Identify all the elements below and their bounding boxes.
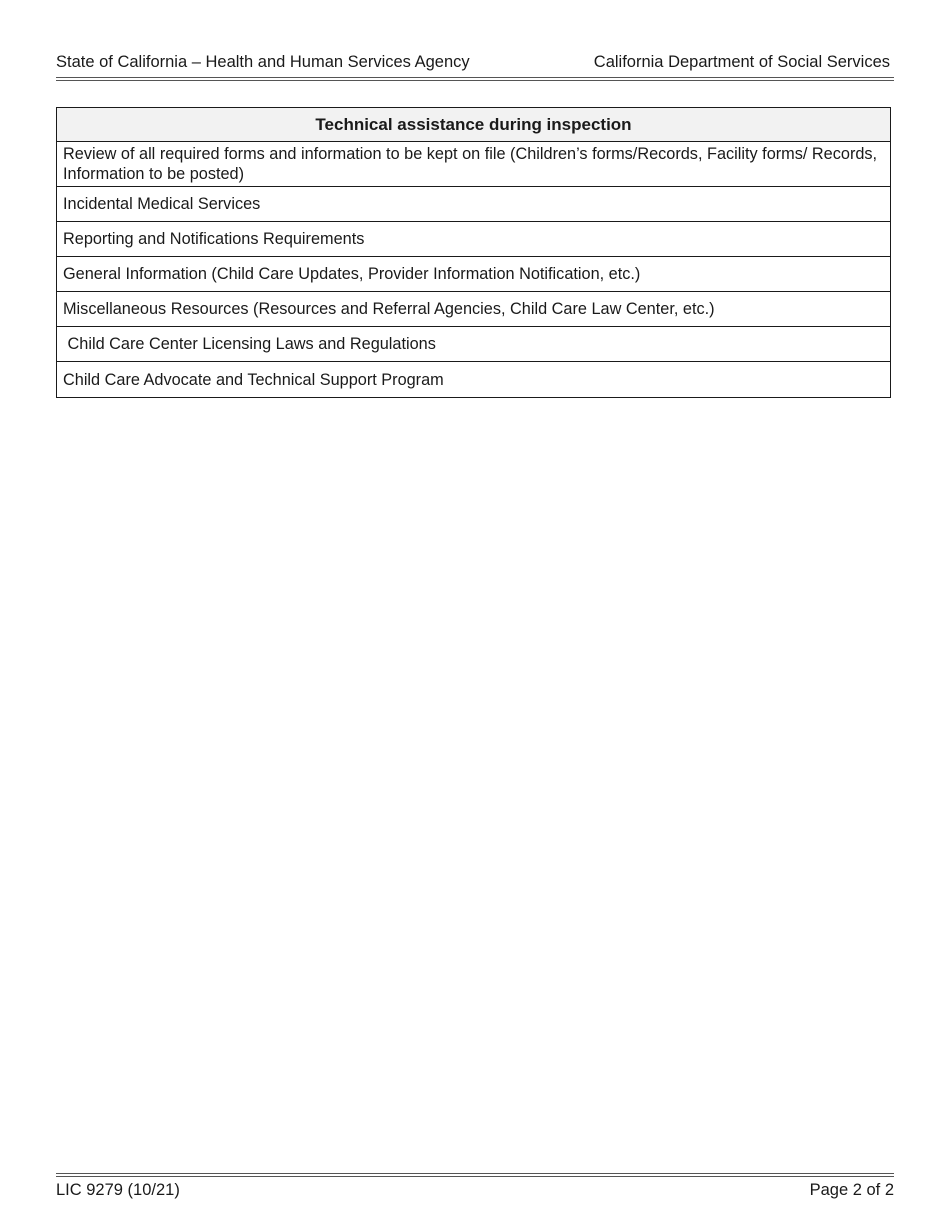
department-name: California Department of Social Services bbox=[593, 53, 890, 71]
table-row bbox=[57, 222, 890, 257]
form-id: LIC 9279 (10/21) bbox=[56, 1181, 180, 1199]
agency-name: State of California – Health and Human Services Agency bbox=[56, 53, 470, 71]
row-text: Incidental Medical Services bbox=[63, 195, 261, 213]
table-row bbox=[57, 292, 890, 327]
page-footer bbox=[56, 1180, 894, 1200]
footer-rule-top bbox=[56, 1173, 894, 1174]
table-row bbox=[57, 187, 890, 222]
header-rule-bottom bbox=[56, 80, 894, 81]
row-text: Miscellaneous Resources (Resources and Referral Agencies, Child Care Law Center, etc.) bbox=[63, 300, 715, 318]
footer-rule-bottom bbox=[56, 1176, 894, 1177]
row-text: General Information (Child Care Updates, Provider Information Notification, etc.) bbox=[63, 265, 641, 283]
page-header bbox=[56, 52, 890, 72]
row-text: Child Care Advocate and Technical Support Program bbox=[63, 370, 444, 389]
table-heading: Technical assistance during inspection bbox=[57, 108, 890, 142]
header-rule-top bbox=[56, 77, 894, 78]
row-text: Reporting and Notifications Requirements bbox=[63, 230, 365, 248]
row-text: Child Care Center Licensing Laws and Regulations bbox=[63, 335, 436, 353]
table-row bbox=[57, 257, 890, 292]
row-text: Review of all required forms and information to be kept on file (Children’s forms/Records, Facility forms/ Records, Information to be posted) bbox=[63, 145, 878, 183]
table-row bbox=[57, 142, 890, 187]
technical-assistance-table bbox=[56, 107, 891, 398]
table-row bbox=[57, 362, 890, 397]
table-row bbox=[57, 327, 890, 362]
page-number: Page 2 of 2 bbox=[809, 1181, 894, 1199]
